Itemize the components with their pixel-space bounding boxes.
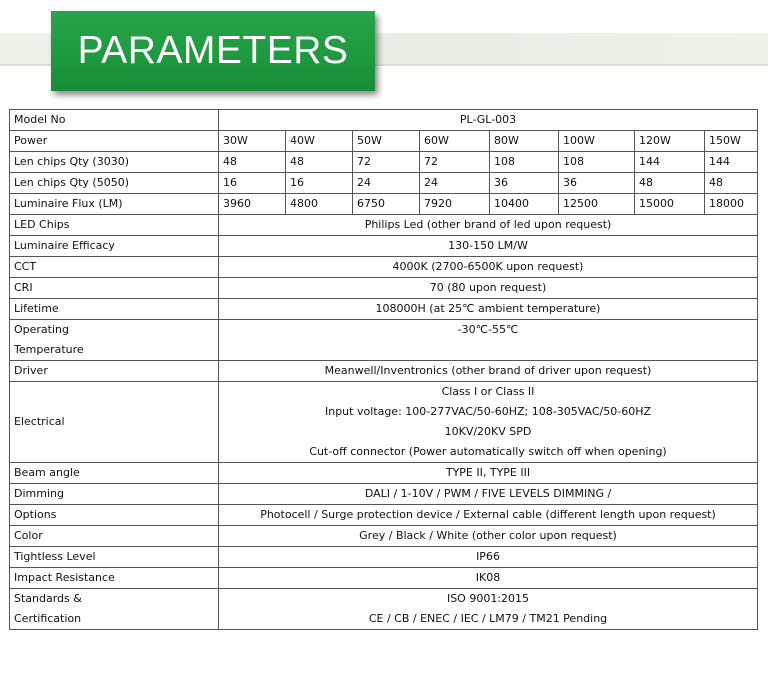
table-row <box>10 278 758 299</box>
power-cell: 100W <box>559 131 635 152</box>
power-cell: 120W <box>635 131 705 152</box>
power-cell: 40W <box>286 131 353 152</box>
impact-resistance-value: IK08 <box>219 568 758 589</box>
tightless-level-value: IP66 <box>219 547 758 568</box>
chips-5050-cell: 24 <box>353 173 420 194</box>
electrical-line: Cut-off connector (Power automatically switch off when opening) <box>309 445 667 458</box>
row-label-options: Options <box>10 505 219 526</box>
chips-5050-cell: 48 <box>635 173 705 194</box>
row-label-color: Color <box>10 526 219 547</box>
flux-cell: 10400 <box>490 194 559 215</box>
table-row <box>10 299 758 320</box>
standards-line-2: CE / CB / ENEC / IEC / LM79 / TM21 Pending <box>368 612 608 625</box>
row-label-chips-5050: Len chips Qty (5050) <box>10 173 219 194</box>
row-label-operating-temperature <box>10 320 219 361</box>
lifetime-value: 108000H (at 25℃ ambient temperature) <box>219 299 758 320</box>
flux-cell: 7920 <box>420 194 490 215</box>
table-row <box>10 152 758 173</box>
table-row <box>10 526 758 547</box>
standards-value <box>219 589 758 630</box>
table-row <box>10 236 758 257</box>
flux-cell: 6750 <box>353 194 420 215</box>
table-row <box>10 173 758 194</box>
led-chips-value: Philips Led (other brand of led upon request) <box>219 215 758 236</box>
driver-value: Meanwell/Inventronics (other brand of driver upon request) <box>219 361 758 382</box>
standards-label-line-2: Certification <box>14 612 82 625</box>
chips-3030-cell: 144 <box>705 152 758 173</box>
page-title: PARAMETERS <box>77 29 349 72</box>
power-cell: 50W <box>353 131 420 152</box>
dimming-value: DALI / 1-10V / PWM / FIVE LEVELS DIMMING / <box>219 484 758 505</box>
flux-cell: 3960 <box>219 194 286 215</box>
chips-3030-cell: 108 <box>490 152 559 173</box>
electrical-line: Class I or Class II <box>441 385 535 398</box>
table-row <box>10 484 758 505</box>
table-row <box>10 463 758 484</box>
table-row <box>10 568 758 589</box>
table-row <box>10 215 758 236</box>
table-row <box>10 505 758 526</box>
operating-label-line-1: Operating <box>14 323 69 336</box>
flux-cell: 18000 <box>705 194 758 215</box>
power-cell: 80W <box>490 131 559 152</box>
chips-3030-cell: 72 <box>353 152 420 173</box>
standards-label-line-1: Standards & <box>14 592 82 605</box>
chips-5050-cell: 36 <box>490 173 559 194</box>
table-row <box>10 382 758 463</box>
row-label-model: Model No <box>10 110 219 131</box>
row-label-dimming: Dimming <box>10 484 219 505</box>
flux-cell: 15000 <box>635 194 705 215</box>
chips-5050-cell: 36 <box>559 173 635 194</box>
flux-cell: 12500 <box>559 194 635 215</box>
operating-temperature-text: -30℃-55℃ <box>457 323 519 336</box>
table-row <box>10 589 758 630</box>
power-cell: 150W <box>705 131 758 152</box>
table-row <box>10 131 758 152</box>
row-label-chips-3030: Len chips Qty (3030) <box>10 152 219 173</box>
table-row <box>10 257 758 278</box>
row-label-cri: CRI <box>10 278 219 299</box>
table-row <box>10 110 758 131</box>
row-label-led-chips: LED Chips <box>10 215 219 236</box>
chips-5050-cell: 16 <box>286 173 353 194</box>
cri-value: 70 (80 upon request) <box>219 278 758 299</box>
table-row <box>10 361 758 382</box>
row-label-flux: Luminaire Flux (LM) <box>10 194 219 215</box>
operating-label-line-2: Temperature <box>14 343 84 356</box>
cct-value: 4000K (2700-6500K upon request) <box>219 257 758 278</box>
row-label-standards <box>10 589 219 630</box>
chips-5050-cell: 16 <box>219 173 286 194</box>
power-cell: 30W <box>219 131 286 152</box>
chips-5050-cell: 24 <box>420 173 490 194</box>
row-label-efficacy: Luminaire Efficacy <box>10 236 219 257</box>
row-label-driver: Driver <box>10 361 219 382</box>
row-label-tightless-level: Tightless Level <box>10 547 219 568</box>
standards-line-1: ISO 9001:2015 <box>446 592 530 605</box>
table-row <box>10 320 758 361</box>
table-row <box>10 547 758 568</box>
power-cell: 60W <box>420 131 490 152</box>
row-label-lifetime: Lifetime <box>10 299 219 320</box>
model-value: PL-GL-003 <box>219 110 758 131</box>
row-label-power: Power <box>10 131 219 152</box>
electrical-line: Input voltage: 100-277VAC/50-60HZ; 108-305VAC/50-60HZ <box>324 405 652 418</box>
row-label-beam-angle: Beam angle <box>10 463 219 484</box>
chips-3030-cell: 108 <box>559 152 635 173</box>
chips-3030-cell: 48 <box>219 152 286 173</box>
chips-3030-cell: 48 <box>286 152 353 173</box>
efficacy-value: 130-150 LM/W <box>219 236 758 257</box>
chips-3030-cell: 72 <box>420 152 490 173</box>
row-label-impact-resistance: Impact Resistance <box>10 568 219 589</box>
parameters-table <box>9 109 758 630</box>
electrical-line: 10KV/20KV SPD <box>444 425 532 438</box>
row-label-cct: CCT <box>10 257 219 278</box>
flux-cell: 4800 <box>286 194 353 215</box>
color-value: Grey / Black / White (other color upon request) <box>219 526 758 547</box>
row-label-electrical: Electrical <box>10 382 219 463</box>
operating-temperature-value <box>219 320 758 361</box>
chips-5050-cell: 48 <box>705 173 758 194</box>
table-row <box>10 194 758 215</box>
beam-angle-value: TYPE II, TYPE III <box>219 463 758 484</box>
electrical-value <box>219 382 758 463</box>
chips-3030-cell: 144 <box>635 152 705 173</box>
title-banner <box>51 11 375 91</box>
options-value: Photocell / Surge protection device / External cable (different length upon request) <box>219 505 758 526</box>
